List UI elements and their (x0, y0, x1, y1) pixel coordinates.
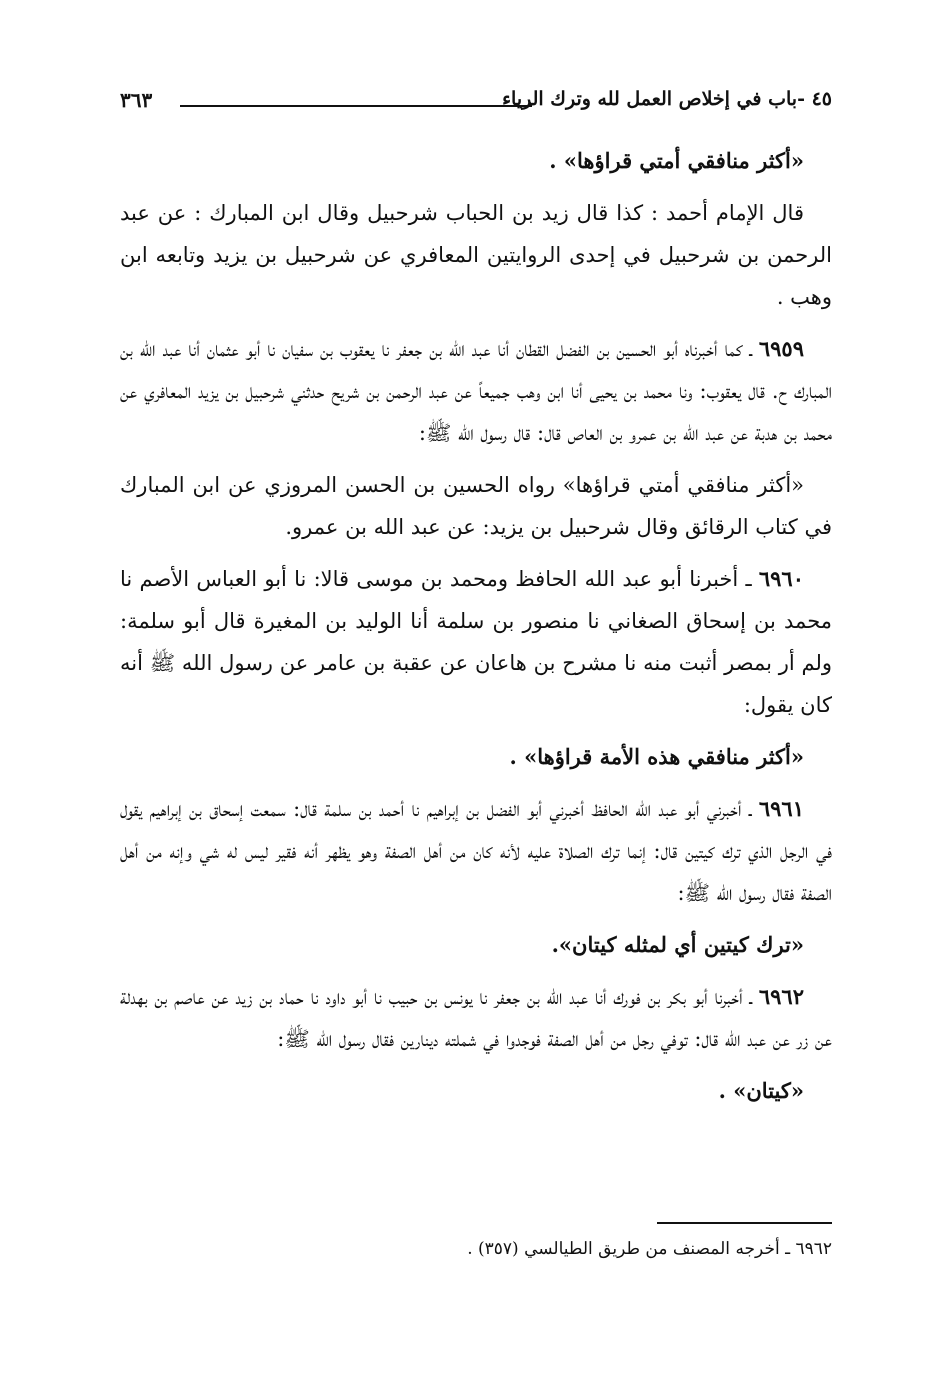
hadith-paragraph (120, 976, 832, 1060)
text-paragraph: «أكثر منافقي أمتي قراؤها» رواه الحسين بن الحسن المروزي عن ابن المبارك في كتاب الرقائق وقال شرحبيل بن يزيد: عن عبد الله بن عمرو. (120, 473, 832, 539)
chapter-title: ٤٥ -باب في إخلاص العمل لله وترك الرياء (502, 88, 832, 110)
hadith-number: ٦٩٦١ (758, 796, 804, 821)
hadith-number: ٦٩٦٢ (758, 984, 804, 1009)
hadith-text: ـ أخبرنا أبو بكر بن فورك أنا عبد الله بن جعفر نا يونس بن حبيب نا أبو داود نا حماد بن زيد عن عاصم بن بهدلة عن زر عن عبد الله قال: توفي رجل من أهل الصفة فوجدوا في شملته دينارين فقال رسول الله ﷺ: (120, 985, 832, 1051)
hadith-paragraph (120, 558, 832, 726)
quote-paragraph: «أكثر منافقي أمتي قراؤها» . (549, 148, 804, 173)
text-paragraph: قال الإمام أحمد : كذا قال زيد بن الحباب شرحبيل وقال ابن المبارك : عن عبد الرحمن بن شرحبيل في إحدى الروايتين المعافري عن شرحبيل بن يزيد وتابعه ابن وهب . (120, 201, 832, 309)
hadith-paragraph (120, 328, 832, 454)
hadith-text: ـ أخبرني أبو عبد الله الحافظ أخبرني أبو الفضل بن إبراهيم نا أحمد بن سلمة قال: سمعت إسحاق بن إبراهيم يقول في الرجل الذي ترك كيتين قال: إنما ترك الصلاة عليه لأنه كان من أهل الصفة وهو يظهر أنه فقير ليس له شي وإنه من أهل الصفة فقال رسول الله ﷺ: (120, 797, 832, 905)
page-number: ٣٦٣ (120, 88, 153, 112)
header-rule (180, 105, 532, 107)
hadith-paragraph (120, 788, 832, 914)
quote-paragraph: «ترك كيتين أي لمثله كيتان». (551, 932, 804, 957)
hadith-number: ٦٩٦٠ (758, 566, 804, 591)
page-body (120, 140, 832, 1122)
footnote-rule (657, 1222, 832, 1224)
quote-paragraph: «أكثر منافقي هذه الأمة قراؤها» . (509, 744, 804, 769)
hadith-text: ـ أخبرنا أبو عبد الله الحافظ ومحمد بن موسى قالا: نا أبو العباس الأصم نا محمد بن إسحاق الصغاني نا منصور بن سلمة أنا الوليد بن المغيرة قال أبو سلمة: ولم أر بمصر أثبت منه نا مشرح بن هاعان عن عقبة بن عامر عن رسول الله ﷺ أنه كان يقول: (120, 567, 832, 717)
footnote: ٦٩٦٢ ـ أخرجه المصنف من طريق الطيالسي (٣٥٧) . (467, 1239, 832, 1259)
page-header (120, 84, 832, 118)
hadith-number: ٦٩٥٩ (758, 336, 804, 361)
quote-paragraph: «كيتان» . (718, 1078, 804, 1103)
hadith-text: ـ كما أخبرناه أبو الحسين بن الفضل القطان أنا عبد الله بن جعفر نا يعقوب بن سفيان نا أبو عثمان أنا عبد الله بن المبارك ح. قال يعقوب: ونا محمد بن يحيى أنا ابن وهب جميعاً عن عبد الرحمن بن شريح حدثني شرحبيل بن يزيد المعافري عن محمد بن هدبة عن عبد الله بن عمرو بن العاص قال: قال رسول الله ﷺ: (120, 337, 832, 445)
